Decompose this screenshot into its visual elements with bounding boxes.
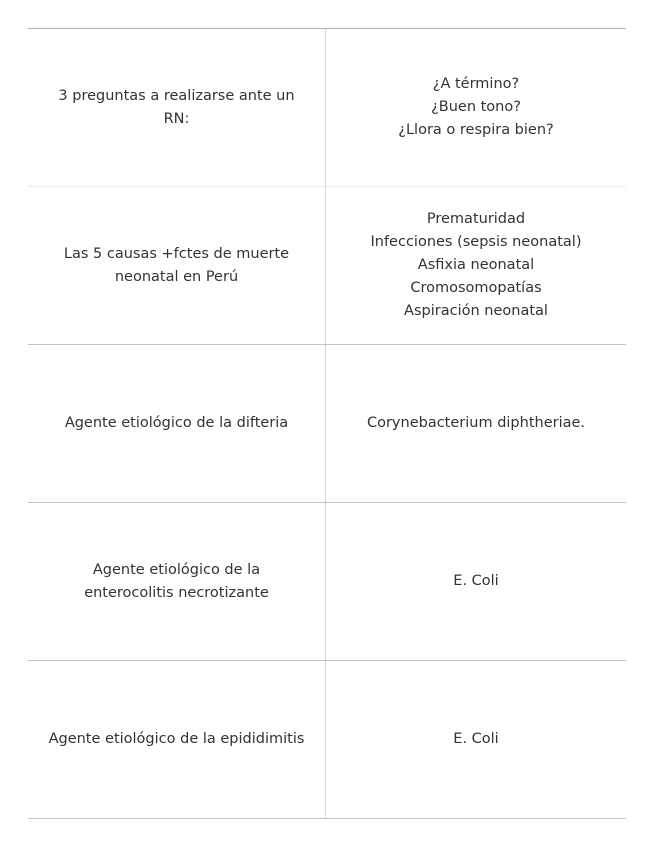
answer-line: ¿A término? bbox=[432, 76, 520, 92]
answer-line: Infecciones (sepsis neonatal) bbox=[370, 234, 582, 250]
answer-line: ¿Llora o respira bien? bbox=[398, 122, 554, 138]
answer-cell bbox=[326, 661, 626, 818]
question-cell bbox=[28, 503, 326, 660]
answer-line: Prematuridad bbox=[426, 211, 526, 227]
flashcard-table bbox=[28, 28, 626, 819]
answer-line: Cromosomopatías bbox=[410, 280, 542, 296]
flashcard-row-3 bbox=[28, 345, 626, 503]
flashcard-row-5 bbox=[28, 661, 626, 819]
answer-lines bbox=[370, 208, 581, 323]
answer-line: ¿Buen tono? bbox=[431, 99, 521, 115]
flashcard-row-4 bbox=[28, 503, 626, 661]
answer-line: E. Coli bbox=[453, 731, 499, 747]
flashcard-row-2 bbox=[28, 187, 626, 345]
question-text: 3 preguntas a realizarse ante un RN: bbox=[58, 87, 295, 127]
question-text: Agente etiológico de la epididimitis bbox=[48, 731, 305, 747]
question-cell bbox=[28, 661, 326, 818]
answer-line: Corynebacterium diphtheriae. bbox=[366, 415, 586, 431]
answer-lines bbox=[453, 728, 498, 751]
answer-lines bbox=[453, 570, 498, 593]
question-text: Las 5 causas +fctes de muerte neonatal en Perú bbox=[63, 245, 290, 285]
answer-line: Asfixia neonatal bbox=[417, 257, 535, 273]
answer-cell bbox=[326, 503, 626, 660]
answer-lines bbox=[367, 412, 585, 435]
answer-line: Aspiración neonatal bbox=[404, 303, 548, 319]
question-cell bbox=[28, 29, 326, 186]
question-text: Agente etiológico de la enterocolitis necrotizante bbox=[84, 561, 269, 601]
answer-lines bbox=[398, 73, 553, 142]
question-cell bbox=[28, 187, 326, 344]
question-text: Agente etiológico de la difteria bbox=[64, 415, 289, 431]
answer-cell bbox=[326, 29, 626, 186]
question-cell bbox=[28, 345, 326, 502]
answer-line: E. Coli bbox=[453, 573, 499, 589]
answer-cell bbox=[326, 345, 626, 502]
answer-cell bbox=[326, 187, 626, 344]
flashcard-row-1 bbox=[28, 29, 626, 187]
